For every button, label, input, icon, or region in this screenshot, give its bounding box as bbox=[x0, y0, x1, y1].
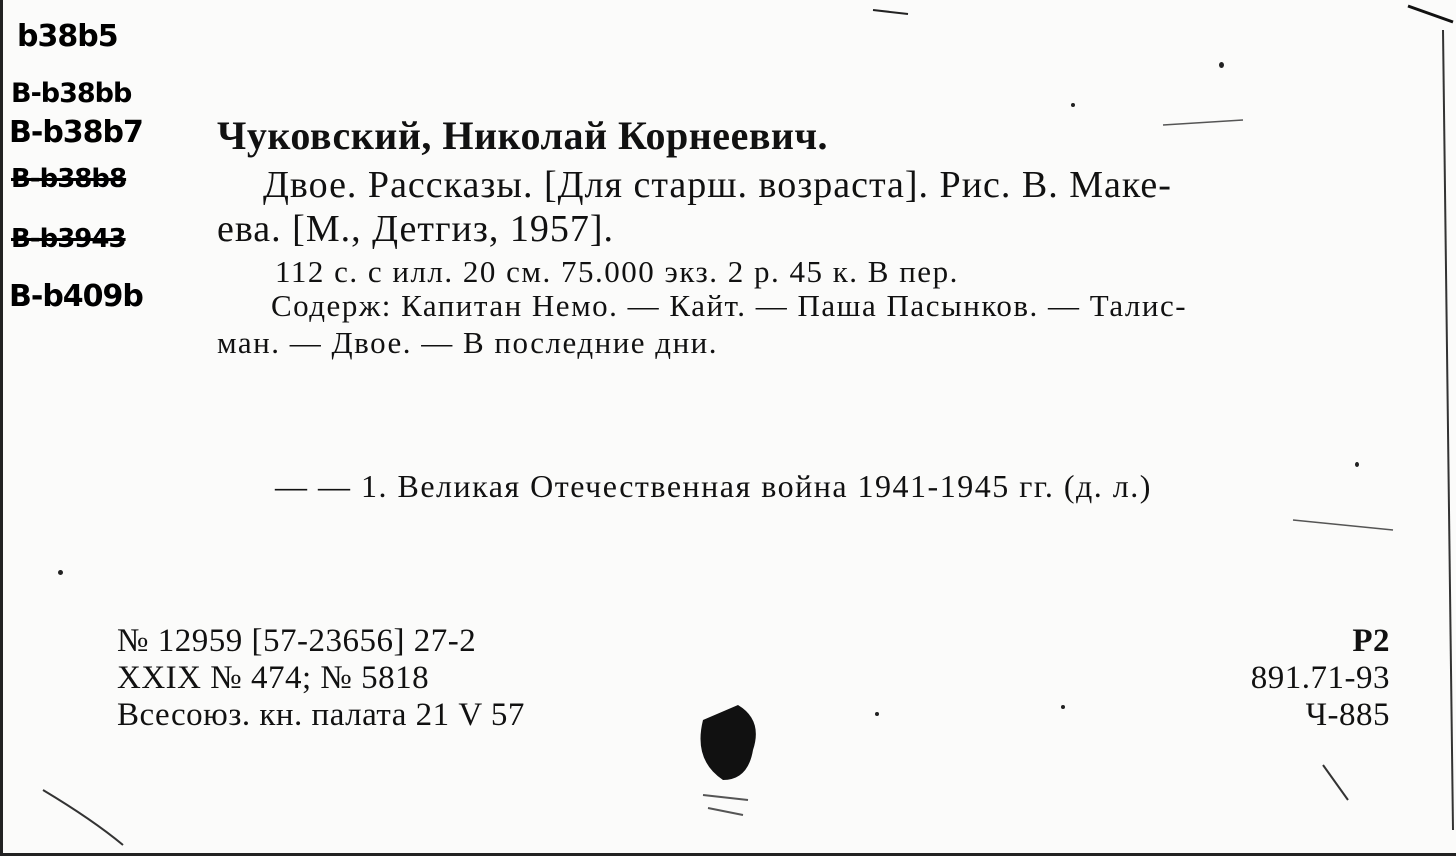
author-mark: Ч-885 bbox=[1305, 697, 1390, 733]
ink-speck bbox=[1071, 103, 1075, 107]
handwritten-number-struck: B-b38b8 bbox=[11, 164, 127, 194]
ink-speck bbox=[1219, 62, 1224, 68]
title-line-2: ева. [М., Детгиз, 1957]. bbox=[217, 208, 615, 250]
title-line-1: Двое. Рассказы. [Для старш. возраста]. Рис. В. Маке- bbox=[263, 164, 1172, 206]
subject-heading: — — 1. Великая Отечественная война 1941-1945 гг. (д. л.) bbox=[275, 468, 1152, 504]
classification-code: Р2 bbox=[1352, 623, 1390, 659]
physical-description: 112 с. с илл. 20 см. 75.000 экз. 2 р. 45 к. В пер. bbox=[275, 254, 959, 289]
contents-line-1: Содерж: Капитан Немо. — Кайт. — Паша Пасынков. — Талис- bbox=[271, 288, 1188, 323]
scan-artifacts bbox=[3, 0, 1456, 856]
registration-number: № 12959 [57-23656] 27-2 bbox=[117, 623, 477, 659]
ink-speck bbox=[1355, 462, 1359, 467]
udc-index: 891.71-93 bbox=[1250, 660, 1390, 696]
handwritten-number-struck: B-b3943 bbox=[11, 224, 126, 254]
handwritten-number: B-b409b bbox=[9, 279, 143, 314]
ink-speck bbox=[1061, 705, 1065, 709]
handwritten-number: b38b5 bbox=[17, 19, 118, 54]
contents-line-2: ман. — Двое. — В последние дни. bbox=[217, 325, 718, 360]
author-heading: Чуковский, Николай Корнеевич. bbox=[217, 113, 829, 158]
chronicle-reference: XXIX № 474; № 5818 bbox=[117, 660, 430, 696]
ink-speck bbox=[875, 712, 879, 716]
handwritten-number: B-b38b7 bbox=[9, 115, 143, 150]
handwritten-number: B-b38bb bbox=[11, 78, 132, 109]
chamber-imprint: Всесоюз. кн. палата 21 V 57 bbox=[117, 697, 525, 733]
ink-speck bbox=[58, 570, 63, 575]
